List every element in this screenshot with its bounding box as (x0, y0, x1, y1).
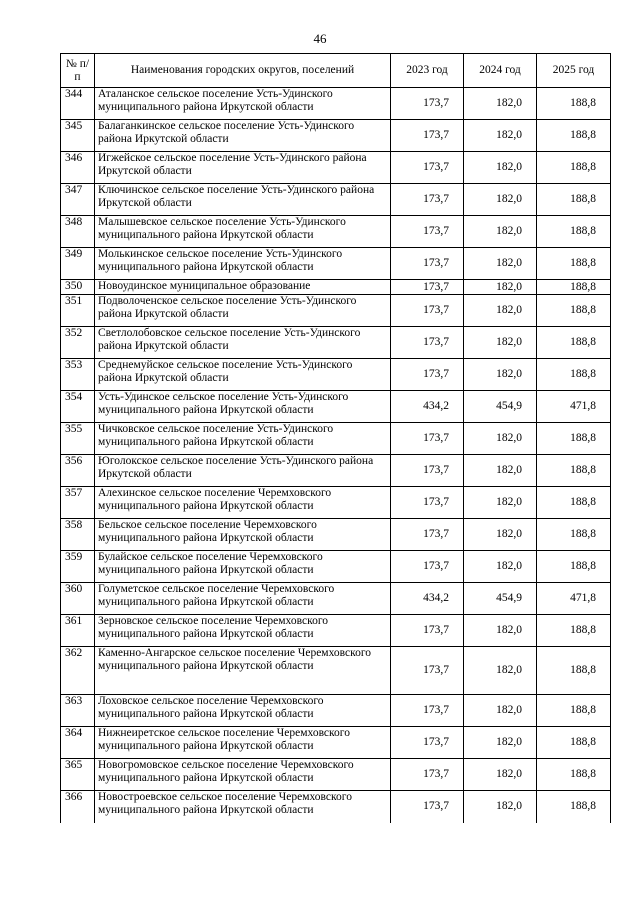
value-2024: 182,0 (464, 248, 537, 280)
table-row (61, 791, 611, 823)
value-2025: 188,8 (537, 791, 611, 823)
header-2025: 2025 год (537, 54, 611, 88)
table-row (61, 359, 611, 391)
row-number: 362 (61, 647, 95, 695)
value-2023: 173,7 (391, 759, 464, 791)
value-2025: 188,8 (537, 120, 611, 152)
value-2024: 182,0 (464, 152, 537, 184)
row-number: 356 (61, 455, 95, 487)
value-2025: 188,8 (537, 695, 611, 727)
value-2024: 182,0 (464, 216, 537, 248)
value-2025: 188,8 (537, 295, 611, 327)
table-row (61, 216, 611, 248)
settlement-name: Голуметское сельское поселение Черемховского муниципального района Иркутской области (95, 583, 391, 615)
value-2023: 434,2 (391, 583, 464, 615)
settlement-name: Среднемуйское сельское поселение Усть-Удинского района Иркутской области (95, 359, 391, 391)
row-number: 347 (61, 184, 95, 216)
value-2025: 188,8 (537, 487, 611, 519)
table-row (61, 88, 611, 120)
value-2024: 454,9 (464, 391, 537, 423)
row-number: 361 (61, 615, 95, 647)
header-2024: 2024 год (464, 54, 537, 88)
value-2024: 182,0 (464, 359, 537, 391)
value-2025: 188,8 (537, 248, 611, 280)
table-row (61, 519, 611, 551)
value-2025: 188,8 (537, 759, 611, 791)
settlement-name: Нижнеиретское сельское поселение Черемховского муниципального района Иркутской области (95, 727, 391, 759)
data-table (60, 53, 611, 823)
row-number: 349 (61, 248, 95, 280)
settlement-name: Светлолобовское сельское поселение Усть-Удинского района Иркутской области (95, 327, 391, 359)
value-2024: 182,0 (464, 791, 537, 823)
table-row (61, 615, 611, 647)
settlement-name: Алехинское сельское поселение Черемховского муниципального района Иркутской области (95, 487, 391, 519)
table-row (61, 487, 611, 519)
row-number: 365 (61, 759, 95, 791)
row-number: 351 (61, 295, 95, 327)
value-2025: 188,8 (537, 615, 611, 647)
value-2024: 182,0 (464, 759, 537, 791)
header-name: Наименования городских округов, поселений (95, 54, 391, 88)
settlement-name: Аталанское сельское поселение Усть-Удинского муниципального района Иркутской области (95, 88, 391, 120)
value-2024: 182,0 (464, 423, 537, 455)
row-number: 366 (61, 791, 95, 823)
value-2024: 182,0 (464, 88, 537, 120)
table-row (61, 727, 611, 759)
settlement-name: Бельское сельское поселение Черемховского муниципального района Иркутской области (95, 519, 391, 551)
value-2023: 173,7 (391, 647, 464, 695)
table-row (61, 759, 611, 791)
row-number: 345 (61, 120, 95, 152)
value-2023: 173,7 (391, 727, 464, 759)
table-row (61, 120, 611, 152)
row-number: 363 (61, 695, 95, 727)
value-2024: 182,0 (464, 487, 537, 519)
value-2025: 188,8 (537, 216, 611, 248)
row-number: 348 (61, 216, 95, 248)
row-number: 350 (61, 280, 95, 295)
value-2023: 173,7 (391, 455, 464, 487)
table-row (61, 248, 611, 280)
settlement-name: Молькинское сельское поселение Усть-Удинского муниципального района Иркутской области (95, 248, 391, 280)
value-2024: 182,0 (464, 695, 537, 727)
row-number: 355 (61, 423, 95, 455)
value-2025: 188,8 (537, 423, 611, 455)
table-row (61, 423, 611, 455)
table-row (61, 391, 611, 423)
value-2024: 182,0 (464, 184, 537, 216)
value-2025: 471,8 (537, 391, 611, 423)
settlement-name: Новогромовское сельское поселение Черемховского муниципального района Иркутской области (95, 759, 391, 791)
value-2023: 173,7 (391, 120, 464, 152)
value-2023: 173,7 (391, 152, 464, 184)
value-2023: 173,7 (391, 248, 464, 280)
value-2025: 188,8 (537, 280, 611, 295)
row-number: 352 (61, 327, 95, 359)
settlement-name: Игжейское сельское поселение Усть-Удинского района Иркутской области (95, 152, 391, 184)
value-2023: 434,2 (391, 391, 464, 423)
value-2023: 173,7 (391, 327, 464, 359)
value-2024: 182,0 (464, 647, 537, 695)
row-number: 354 (61, 391, 95, 423)
row-number: 344 (61, 88, 95, 120)
value-2025: 188,8 (537, 519, 611, 551)
settlement-name: Юголокское сельское поселение Усть-Удинского района Иркутской области (95, 455, 391, 487)
settlement-name: Лоховское сельское поселение Черемховского муниципального района Иркутской области (95, 695, 391, 727)
value-2024: 182,0 (464, 327, 537, 359)
header-num: № п/п (61, 54, 95, 88)
table-row (61, 647, 611, 695)
value-2023: 173,7 (391, 88, 464, 120)
value-2023: 173,7 (391, 695, 464, 727)
page-number: 46 (313, 31, 327, 46)
value-2025: 188,8 (537, 551, 611, 583)
value-2025: 188,8 (537, 88, 611, 120)
value-2023: 173,7 (391, 280, 464, 295)
row-number: 358 (61, 519, 95, 551)
row-number: 359 (61, 551, 95, 583)
value-2025: 188,8 (537, 727, 611, 759)
value-2023: 173,7 (391, 487, 464, 519)
table-header-row (61, 54, 611, 88)
value-2024: 182,0 (464, 615, 537, 647)
row-number: 346 (61, 152, 95, 184)
header-2023: 2023 год (391, 54, 464, 88)
value-2025: 188,8 (537, 359, 611, 391)
value-2025: 188,8 (537, 647, 611, 695)
value-2025: 188,8 (537, 152, 611, 184)
table-row (61, 455, 611, 487)
value-2025: 188,8 (537, 455, 611, 487)
value-2024: 182,0 (464, 280, 537, 295)
value-2024: 454,9 (464, 583, 537, 615)
table-row (61, 551, 611, 583)
table-row (61, 280, 611, 295)
settlement-name: Усть-Удинское сельское поселение Усть-Удинского муниципального района Иркутской области (95, 391, 391, 423)
value-2023: 173,7 (391, 423, 464, 455)
value-2024: 182,0 (464, 120, 537, 152)
value-2025: 188,8 (537, 327, 611, 359)
row-number: 364 (61, 727, 95, 759)
settlement-name: Новоудинское муниципальное образование (95, 280, 391, 295)
settlement-name: Чичковское сельское поселение Усть-Удинского муниципального района Иркутской области (95, 423, 391, 455)
table-row (61, 327, 611, 359)
settlement-name: Ключинское сельское поселение Усть-Удинского района Иркутской области (95, 184, 391, 216)
settlement-name: Новостроевское сельское поселение Черемховского муниципального района Иркутской области (95, 791, 391, 823)
value-2024: 182,0 (464, 519, 537, 551)
value-2025: 188,8 (537, 184, 611, 216)
row-number: 360 (61, 583, 95, 615)
value-2024: 182,0 (464, 727, 537, 759)
value-2024: 182,0 (464, 295, 537, 327)
value-2023: 173,7 (391, 184, 464, 216)
settlement-name: Малышевское сельское поселение Усть-Удинского муниципального района Иркутской области (95, 216, 391, 248)
table-row (61, 695, 611, 727)
value-2023: 173,7 (391, 359, 464, 391)
value-2023: 173,7 (391, 519, 464, 551)
table-body (61, 88, 611, 823)
value-2023: 173,7 (391, 551, 464, 583)
settlement-name: Каменно-Ангарское сельское поселение Черемховского муниципального района Иркутской области (95, 647, 391, 695)
table-row (61, 184, 611, 216)
value-2023: 173,7 (391, 615, 464, 647)
row-number: 353 (61, 359, 95, 391)
table-row (61, 152, 611, 184)
value-2024: 182,0 (464, 455, 537, 487)
table-row (61, 583, 611, 615)
settlement-name: Подволоченское сельское поселение Усть-Удинского района Иркутской области (95, 295, 391, 327)
value-2023: 173,7 (391, 216, 464, 248)
value-2024: 182,0 (464, 551, 537, 583)
value-2025: 471,8 (537, 583, 611, 615)
row-number: 357 (61, 487, 95, 519)
value-2023: 173,7 (391, 791, 464, 823)
settlement-name: Балаганкинское сельское поселение Усть-Удинского района Иркутской области (95, 120, 391, 152)
settlement-name: Булайское сельское поселение Черемховского муниципального района Иркутской области (95, 551, 391, 583)
settlement-name: Зерновское сельское поселение Черемховского муниципального района Иркутской области (95, 615, 391, 647)
value-2023: 173,7 (391, 295, 464, 327)
table-row (61, 295, 611, 327)
